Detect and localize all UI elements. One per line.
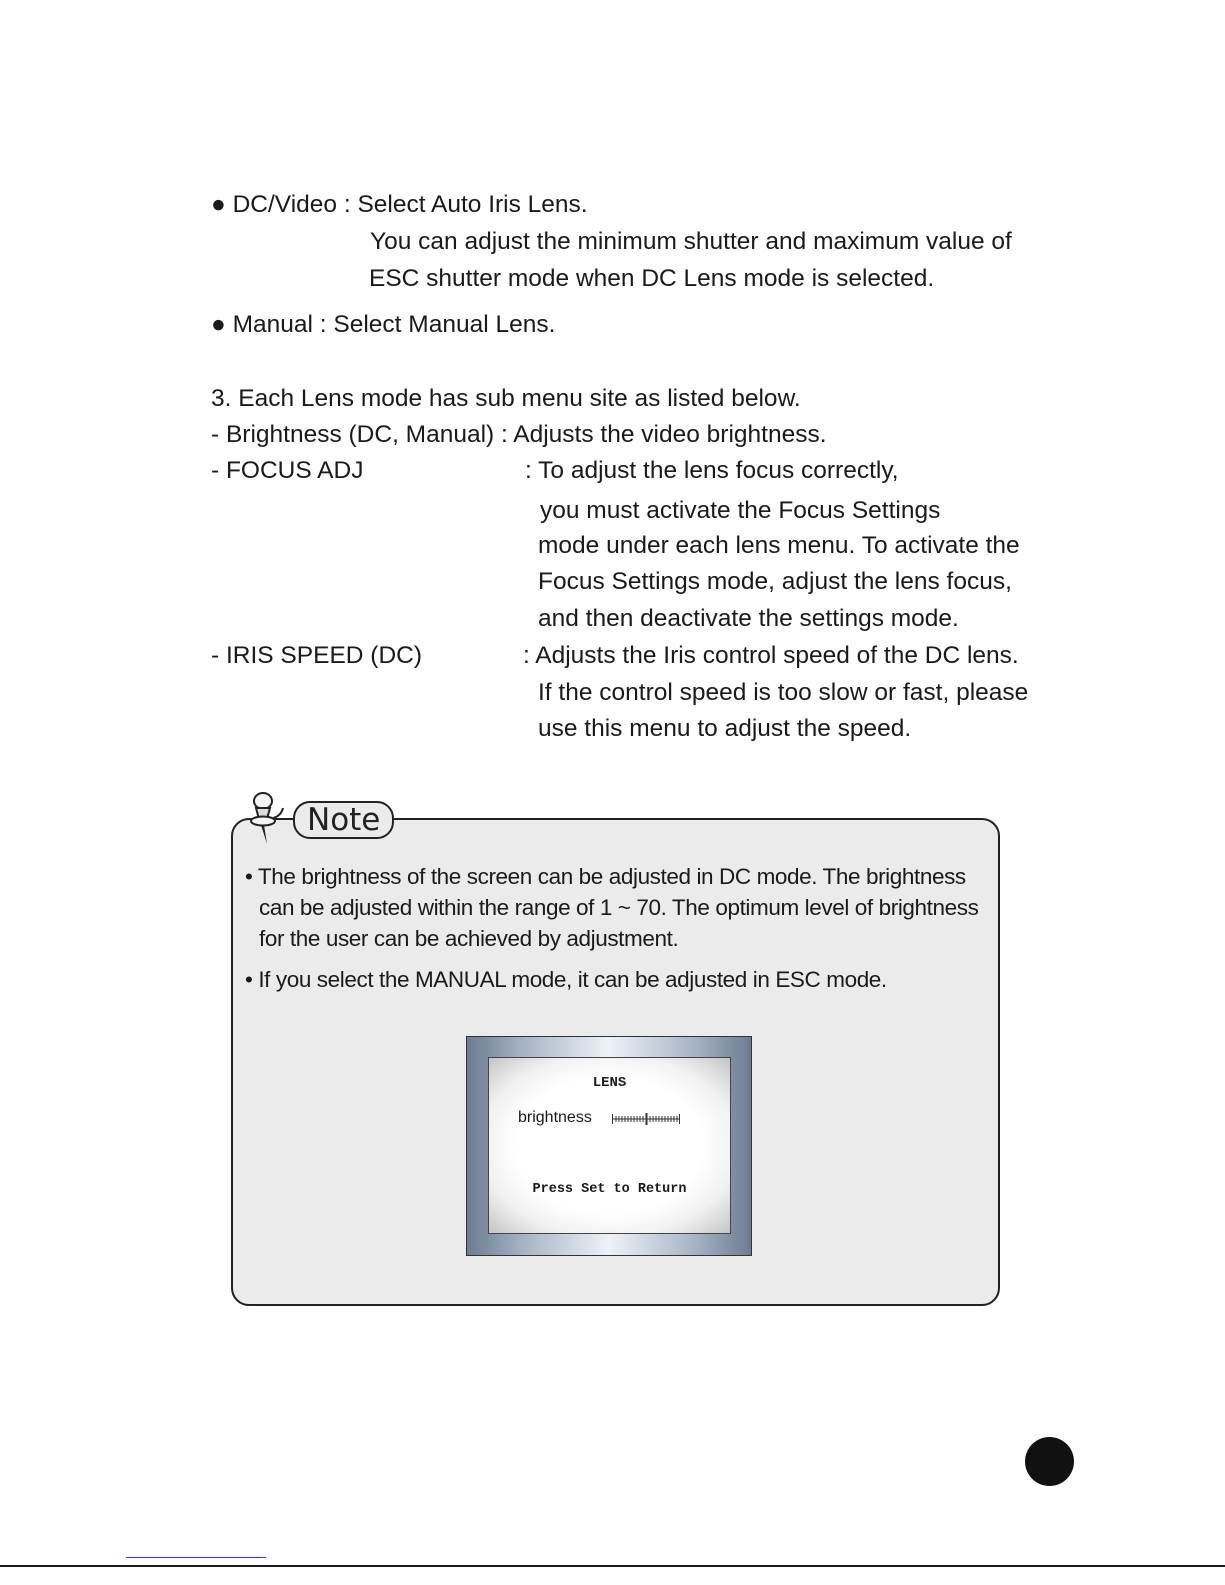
focus-adj-line4: Focus Settings mode, adjust the lens focus, <box>538 568 1012 595</box>
manual-line: ● Manual : Select Manual Lens. <box>211 311 556 338</box>
pushpin-icon <box>247 788 287 848</box>
bottom-rule <box>0 1565 1225 1567</box>
osd-brightness-slider <box>612 1113 682 1125</box>
osd-brightness-label: brightness <box>518 1109 592 1126</box>
note-bullet2: • If you select the MANUAL mode, it can be adjusted in ESC mode. <box>245 967 887 992</box>
submenu-brightness: - Brightness (DC, Manual) : Adjusts the video brightness. <box>211 421 827 448</box>
iris-speed-line2: If the control speed is too slow or fast, please <box>538 679 1029 706</box>
osd-footer: Press Set to Return <box>532 1182 687 1197</box>
iris-speed-label: - IRIS SPEED (DC) <box>211 642 422 669</box>
dc-video-line3: ESC shutter mode when DC Lens mode is selected. <box>369 265 935 292</box>
focus-adj-label: - FOCUS ADJ <box>211 457 364 484</box>
note-bullet1-line3: for the user can be achieved by adjustment. <box>259 926 679 951</box>
iris-speed-line1: : Adjusts the Iris control speed of the DC lens. <box>523 642 1019 669</box>
dc-video-line1: ● DC/Video : Select Auto Iris Lens. <box>211 191 588 218</box>
osd-title: LENS <box>592 1075 627 1091</box>
submenu-intro: 3. Each Lens mode has sub menu site as listed below. <box>211 385 801 412</box>
focus-adj-line1: : To adjust the lens focus correctly, <box>525 457 899 484</box>
focus-adj-line5: and then deactivate the settings mode. <box>538 605 959 632</box>
note-title: Note <box>293 801 394 839</box>
iris-speed-line3: use this menu to adjust the speed. <box>538 715 912 742</box>
link-underline <box>126 1557 266 1558</box>
focus-adj-line2: you must activate the Focus Settings <box>540 497 941 524</box>
note-bullet1-line1: • The brightness of the screen can be adjusted in DC mode. The brightness <box>245 864 966 889</box>
note-bullet1-line2: can be adjusted within the range of 1 ~ 70. The optimum level of brightness <box>259 895 979 920</box>
page-number-dot <box>1025 1437 1074 1486</box>
dc-video-line2: You can adjust the minimum shutter and maximum value of <box>370 228 1012 255</box>
focus-adj-line3: mode under each lens menu. To activate the <box>538 532 1020 559</box>
